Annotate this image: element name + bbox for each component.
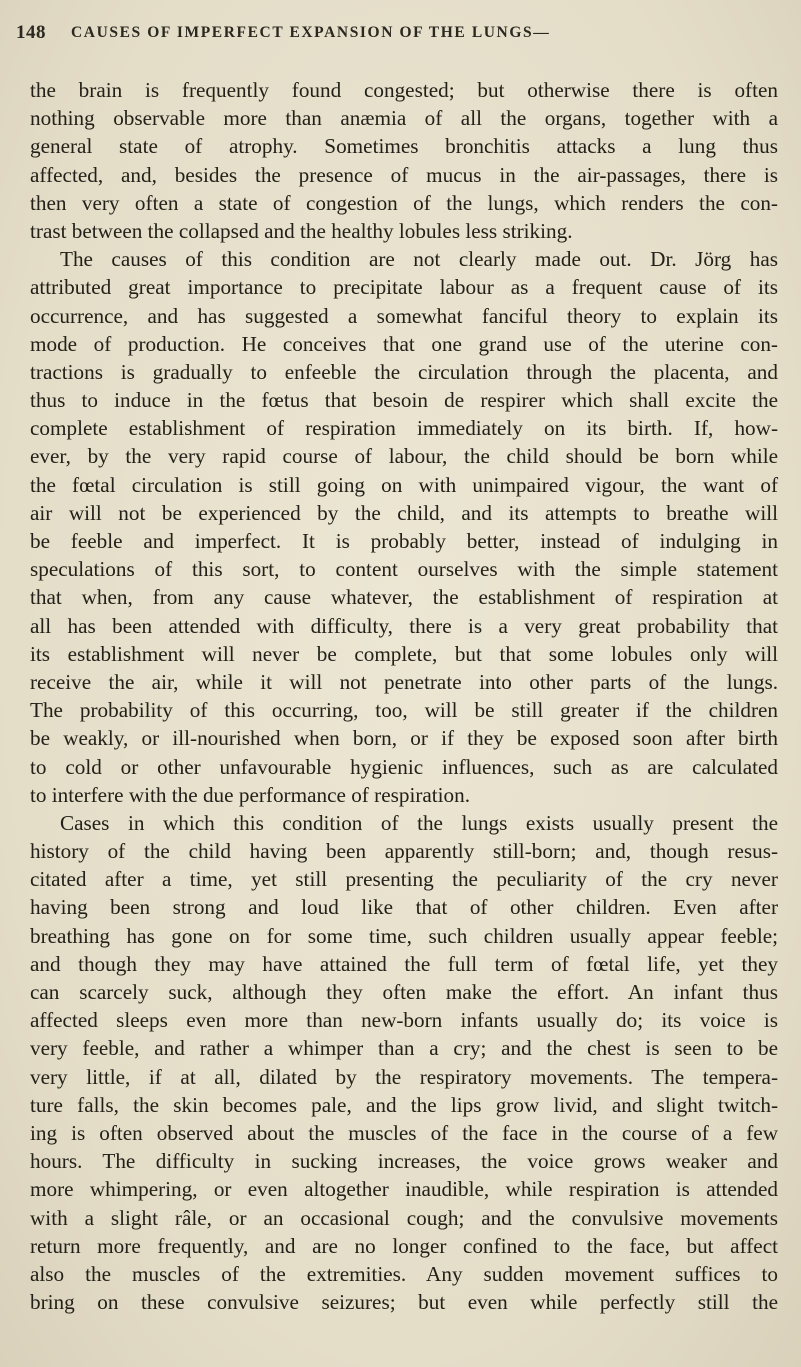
text-line: history of the child having been apparently still-born; and, though resus-: [30, 839, 778, 864]
text-line: thus to induce in the fœtus that besoin de respirer which shall excite the: [30, 388, 778, 413]
text-line: nothing observable more than anæmia of all the organs, together with a: [30, 106, 778, 131]
paragraph: [0, 809, 801, 1316]
text-line: affected, and, besides the presence of mucus in the air-passages, there is: [30, 162, 778, 187]
text-line: complete establishment of respiration immediately on its birth. If, how-: [30, 416, 778, 441]
text-line: return more frequently, and are no longer confined to the face, but affect: [30, 1233, 778, 1258]
text-line: affected sleeps even more than new-born infants usually do; its voice is: [30, 1008, 778, 1033]
text-line: be feeble and imperfect. It is probably better, instead of indulging in: [30, 529, 778, 553]
paragraph: [0, 245, 801, 809]
text-line: tractions is gradually to enfeeble the circulation through the placenta, and: [30, 359, 778, 384]
text-line: breathing has gone on for some time, such children usually appear feeble;: [30, 923, 778, 948]
running-title: CAUSES OF IMPERFECT EXPANSION OF THE LUNGS—: [71, 24, 551, 41]
text-line: can scarcely suck, although they often make the effort. An infant thus: [30, 980, 778, 1004]
text-line: the brain is frequently found congested; but otherwise there is often: [30, 78, 778, 102]
text-line: hours. The difficulty in sucking increases, the voice grows weaker and: [30, 1149, 778, 1174]
text-line: to interfere with the due performance of respiration.: [30, 782, 471, 807]
text-line: with a slight râle, or an occasional cough; and the convulsive movements: [30, 1205, 778, 1230]
text-line: attributed great importance to precipitate labour as a frequent cause of its: [30, 275, 778, 300]
text-line: bring on these convulsive seizures; but even while perfectly still the: [30, 1290, 778, 1315]
text-line: very feeble, and rather a whimper than a cry; and the chest is seen to be: [30, 1036, 778, 1061]
text-line: then very often a state of congestion of the lungs, which renders the con-: [30, 190, 778, 215]
text-line: the fœtal circulation is still going on with unimpaired vigour, the want of: [30, 472, 778, 497]
text-line: and though they may have attained the full term of fœtal life, yet they: [30, 951, 778, 976]
paragraph: [0, 76, 801, 245]
text-line: general state of atrophy. Sometimes bronchitis attacks a lung thus: [30, 134, 778, 159]
body-text: [0, 76, 801, 1316]
text-line: speculations of this sort, to content ourselves with the simple statement: [30, 557, 778, 582]
text-line: occurrence, and has suggested a somewhat fanciful theory to explain its: [30, 303, 778, 328]
text-line: its establishment will never be complete, but that some lobules only will: [30, 641, 778, 666]
text-line: Cases in which this condition of the lungs exists usually present the: [60, 810, 778, 835]
text-line: ing is often observed about the muscles of the face in the course of a few: [30, 1120, 778, 1145]
text-line: receive the air, while it will not penetrate into other parts of the lungs.: [30, 669, 778, 694]
text-line: be weakly, or ill-nourished when born, or if they be exposed soon after birth: [30, 726, 778, 751]
text-line: air will not be experienced by the child, and its attempts to breathe will: [30, 500, 778, 525]
text-line: The causes of this condition are not clearly made out. Dr. Jörg has: [60, 247, 778, 272]
text-line: citated after a time, yet still presenting the peculiarity of the cry never: [30, 867, 778, 892]
text-line: all has been attended with difficulty, there is a very great probability that: [30, 613, 778, 638]
text-line: ture falls, the skin becomes pale, and the lips grow livid, and slight twitch-: [30, 1092, 778, 1117]
text-line: ever, by the very rapid course of labour, the child should be born while: [30, 444, 778, 469]
running-head: [16, 22, 776, 50]
page-number: 148: [16, 22, 46, 43]
text-line: The probability of this occurring, too, will be still greater if the children: [30, 698, 778, 723]
text-line: also the muscles of the extremities. Any sudden movement suffices to: [30, 1261, 778, 1286]
text-line: trast between the collapsed and the healthy lobules less striking.: [30, 218, 573, 243]
text-line: more whimpering, or even altogether inaudible, while respiration is attended: [30, 1177, 778, 1202]
text-line: mode of production. He conceives that one grand use of the uterine con-: [30, 331, 778, 356]
text-line: to cold or other unfavourable hygienic influences, such as are calculated: [30, 754, 778, 779]
text-line: very little, if at all, dilated by the respiratory movements. The tempera-: [30, 1064, 778, 1089]
text-line: having been strong and loud like that of other children. Even after: [30, 895, 778, 920]
text-line: that when, from any cause whatever, the establishment of respiration at: [30, 585, 778, 610]
